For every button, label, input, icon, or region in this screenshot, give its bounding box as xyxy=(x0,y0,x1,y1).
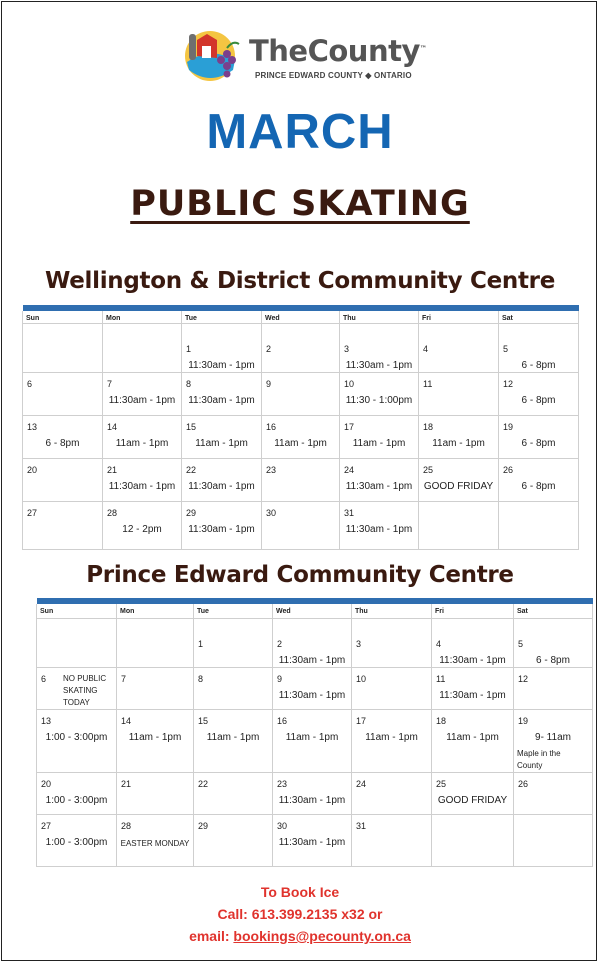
calendar-day-cell xyxy=(340,502,419,550)
weekday-header xyxy=(37,604,593,619)
calendar-week-row xyxy=(37,668,593,710)
calendar-day-cell xyxy=(37,773,117,815)
day-number: 26 xyxy=(518,779,529,789)
skating-time: 6 - 8pm xyxy=(536,655,570,666)
day-number: 7 xyxy=(107,379,113,389)
day-number: 31 xyxy=(344,508,355,518)
contact-email-link[interactable]: bookings@pecounty.on.ca xyxy=(233,928,411,944)
calendar-day-cell xyxy=(262,459,340,502)
day-note-line: Maple in the xyxy=(517,749,561,758)
calendar-day-cell xyxy=(182,502,262,550)
skating-time: 11:30am - 1pm xyxy=(278,795,346,806)
weekday-label: Sat xyxy=(514,604,593,619)
day-number: 29 xyxy=(198,821,209,831)
calendar-day-cell xyxy=(182,459,262,502)
day-number: 23 xyxy=(266,465,277,475)
calendar-day-cell xyxy=(117,815,194,867)
skating-time: 6 - 8pm xyxy=(521,360,556,371)
weekday-label: Tue xyxy=(182,311,262,324)
county-logo xyxy=(183,26,427,84)
calendar-day-cell xyxy=(194,815,273,867)
calendar-week-row xyxy=(23,324,579,373)
skating-time: 11:30am - 1pm xyxy=(188,524,255,535)
skating-time: 11am - 1pm xyxy=(285,732,339,743)
day-number: 24 xyxy=(356,779,367,789)
skating-time: 11am - 1pm xyxy=(432,438,485,449)
day-number: 25 xyxy=(423,465,434,475)
day-number: 28 xyxy=(107,508,118,518)
day-number: 6 xyxy=(27,379,33,389)
calendar-day-cell xyxy=(273,815,352,867)
skating-time: 6 - 8pm xyxy=(521,395,556,406)
day-note-line: TODAY xyxy=(63,698,90,707)
calendar-day-cell xyxy=(103,416,182,459)
county-emblem-icon xyxy=(183,26,243,84)
day-number: 2 xyxy=(277,639,283,649)
skating-time: 11am - 1pm xyxy=(446,732,499,743)
day-number: 29 xyxy=(186,508,197,518)
weekday-label: Sat xyxy=(499,311,579,324)
calendar-day-cell xyxy=(103,324,182,373)
day-number: 2 xyxy=(266,344,272,354)
calendar-day-cell xyxy=(419,324,499,373)
skating-time: 11:30am - 1pm xyxy=(188,360,255,371)
skating-time: 6 - 8pm xyxy=(521,438,556,449)
skating-time: 11:30am - 1pm xyxy=(345,524,413,535)
calendar-day-cell xyxy=(23,416,103,459)
skating-time: 6 - 8pm xyxy=(45,438,80,449)
skating-time: 11:30 - 1:00pm xyxy=(345,395,413,406)
calendar-day-cell xyxy=(419,502,499,550)
calendar-day-cell xyxy=(37,710,117,773)
calendar-wellington xyxy=(22,305,579,550)
calendar-day-cell xyxy=(273,668,352,710)
day-number: 13 xyxy=(41,716,52,726)
skating-time: 11am - 1pm xyxy=(274,438,327,449)
weekday-label: Mon xyxy=(103,311,182,324)
day-number: 30 xyxy=(266,508,277,518)
day-number: 23 xyxy=(277,779,288,789)
calendar-day-cell xyxy=(37,815,117,867)
skating-time: 11:30am - 1pm xyxy=(188,481,255,492)
calendar-day-cell xyxy=(499,416,579,459)
day-number: 30 xyxy=(277,821,288,831)
day-number: 6 xyxy=(41,674,47,684)
calendar-prince-edward xyxy=(36,598,593,867)
skating-time: 11:30am - 1pm xyxy=(188,395,255,406)
day-note-line: NO PUBLIC xyxy=(63,674,107,683)
skating-time: 1:00 - 3:00pm xyxy=(45,732,108,743)
calendar-day-cell xyxy=(23,373,103,416)
calendar-day-cell xyxy=(499,373,579,416)
calendar-day-cell xyxy=(514,619,593,668)
calendar-day-cell xyxy=(117,710,194,773)
skating-time: 11:30am - 1pm xyxy=(345,360,413,371)
calendar-day-cell xyxy=(262,416,340,459)
day-note xyxy=(63,673,106,709)
calendar-day-cell xyxy=(23,459,103,502)
calendar-day-cell xyxy=(499,502,579,550)
skating-time: 11:30am - 1pm xyxy=(439,690,506,701)
calendar-day-cell xyxy=(37,619,117,668)
calendar-day-cell xyxy=(262,324,340,373)
day-number: 15 xyxy=(186,422,197,432)
calendar-day-cell xyxy=(352,710,432,773)
weekday-header xyxy=(23,311,579,324)
day-number: 20 xyxy=(27,465,38,475)
calendar-day-cell xyxy=(194,710,273,773)
day-number: 31 xyxy=(356,821,367,831)
day-number: 10 xyxy=(344,379,355,389)
skating-time: 11:30am - 1pm xyxy=(439,655,506,666)
venue-title-prince-edward: Prince Edward Community Centre xyxy=(86,562,514,588)
weekday-label: Sun xyxy=(23,311,103,324)
calendar-day-cell xyxy=(273,773,352,815)
calendar-day-cell xyxy=(273,710,352,773)
calendar-week-row xyxy=(23,373,579,416)
day-number: 8 xyxy=(186,379,192,389)
day-number: 1 xyxy=(198,639,204,649)
skating-time: 11am - 1pm xyxy=(365,732,418,743)
weekday-label: Fri xyxy=(419,311,499,324)
skating-time: 11:30am - 1pm xyxy=(108,395,176,406)
weekday-label: Wed xyxy=(262,311,340,324)
day-number: 11 xyxy=(436,674,446,684)
skating-time: 11am - 1pm xyxy=(115,438,169,449)
calendar-day-cell xyxy=(352,668,432,710)
calendar-day-cell xyxy=(117,668,194,710)
calendar-day-cell xyxy=(194,773,273,815)
calendar-day-cell xyxy=(352,619,432,668)
day-number: 9 xyxy=(277,674,283,684)
day-number: 28 xyxy=(121,821,132,831)
day-number: 18 xyxy=(436,716,447,726)
page-heading: PUBLIC SKATING xyxy=(130,184,470,224)
day-number: 13 xyxy=(27,422,38,432)
day-number: 24 xyxy=(344,465,355,475)
calendar-day-cell xyxy=(340,459,419,502)
weekday-label: Thu xyxy=(352,604,432,619)
day-number: 14 xyxy=(121,716,132,726)
calendar-day-cell xyxy=(432,668,514,710)
day-number: 25 xyxy=(436,779,447,789)
calendar-day-cell xyxy=(419,459,499,502)
month-title: MARCH xyxy=(206,105,394,159)
day-number: 11 xyxy=(423,379,433,389)
day-number: 19 xyxy=(518,716,529,726)
calendar-day-cell xyxy=(103,373,182,416)
calendar-day-cell xyxy=(499,459,579,502)
day-number: 15 xyxy=(198,716,209,726)
day-number: 16 xyxy=(277,716,288,726)
day-number: 20 xyxy=(41,779,52,789)
skating-time: 12 - 2pm xyxy=(122,524,162,535)
day-number: 5 xyxy=(518,639,524,649)
skating-time: EASTER MONDAY xyxy=(120,839,190,848)
calendar-day-cell xyxy=(273,619,352,668)
calendar-day-cell xyxy=(182,416,262,459)
day-number: 5 xyxy=(503,344,509,354)
skating-time: 9- 11am xyxy=(535,732,571,743)
day-number: 10 xyxy=(356,674,367,684)
day-number: 3 xyxy=(356,639,362,649)
day-number: 7 xyxy=(121,674,127,684)
day-number: 22 xyxy=(198,779,209,789)
calendar-week-row xyxy=(23,459,579,502)
calendar-day-cell xyxy=(340,373,419,416)
skating-time: 11:30am - 1pm xyxy=(108,481,176,492)
day-number: 16 xyxy=(266,422,277,432)
calendar-day-cell xyxy=(182,373,262,416)
calendar-day-cell xyxy=(514,710,593,773)
skating-time: 11:30am - 1pm xyxy=(278,690,346,701)
calendar-day-cell xyxy=(352,773,432,815)
day-number: 22 xyxy=(186,465,197,475)
skating-time: 1:00 - 3:00pm xyxy=(45,837,108,848)
day-number: 17 xyxy=(344,422,355,432)
day-number: 27 xyxy=(41,821,52,831)
calendar-day-cell xyxy=(262,373,340,416)
calendar-day-cell xyxy=(117,773,194,815)
calendar-day-cell xyxy=(432,815,514,867)
skating-time: GOOD FRIDAY xyxy=(437,795,508,806)
contact-phone: Call: 613.399.2135 x32 or xyxy=(217,906,383,922)
calendar-day-cell xyxy=(182,324,262,373)
day-number: 9 xyxy=(266,379,272,389)
weekday-label: Wed xyxy=(273,604,352,619)
day-number: 17 xyxy=(356,716,367,726)
weekday-label: Thu xyxy=(340,311,419,324)
day-number: 26 xyxy=(503,465,514,475)
calendar-day-cell xyxy=(262,502,340,550)
calendar-week-row xyxy=(37,710,593,773)
skating-time: 11am - 1pm xyxy=(195,438,248,449)
calendar-week-row xyxy=(37,815,593,867)
calendar-day-cell xyxy=(23,502,103,550)
calendar-day-cell xyxy=(103,502,182,550)
day-number: 21 xyxy=(107,465,118,475)
skating-time: 6 - 8pm xyxy=(521,481,556,492)
day-number: 14 xyxy=(107,422,118,432)
day-number: 12 xyxy=(503,379,514,389)
calendar-day-cell xyxy=(514,815,593,867)
logo-title: TheCounty™ xyxy=(249,34,427,68)
day-number: 4 xyxy=(423,344,429,354)
skating-time: 11:30am - 1pm xyxy=(278,655,346,666)
calendar-day-cell xyxy=(514,773,593,815)
weekday-label: Fri xyxy=(432,604,514,619)
weekday-label: Mon xyxy=(117,604,194,619)
calendar-day-cell xyxy=(37,668,117,710)
skating-time: 11:30am - 1pm xyxy=(345,481,413,492)
calendar-day-cell xyxy=(432,619,514,668)
contact-heading: To Book Ice xyxy=(260,884,340,900)
venue-title-wellington: Wellington & District Community Centre xyxy=(44,268,556,294)
skating-time: 11am - 1pm xyxy=(128,732,182,743)
weekday-label: Sun xyxy=(37,604,117,619)
calendar-day-cell xyxy=(194,619,273,668)
day-number: 8 xyxy=(198,674,204,684)
calendar-day-cell xyxy=(419,416,499,459)
skating-time: 11am - 1pm xyxy=(352,438,406,449)
calendar-day-cell xyxy=(194,668,273,710)
calendar-day-cell xyxy=(352,815,432,867)
calendar-day-cell xyxy=(340,324,419,373)
day-number: 18 xyxy=(423,422,434,432)
contact-email-line xyxy=(0,928,600,944)
day-number: 21 xyxy=(121,779,132,789)
calendar-week-row xyxy=(37,619,593,668)
contact-email-label: email: xyxy=(189,928,234,944)
day-number: 19 xyxy=(503,422,514,432)
weekday-label: Tue xyxy=(194,604,273,619)
calendar-day-cell xyxy=(340,416,419,459)
logo-subtitle: PRINCE EDWARD COUNTY ◆ ONTARIO xyxy=(255,71,412,80)
calendar-day-cell xyxy=(432,710,514,773)
day-note-line: SKATING xyxy=(63,686,98,695)
day-number: 3 xyxy=(344,344,350,354)
calendar-week-row xyxy=(37,773,593,815)
day-number: 27 xyxy=(27,508,38,518)
day-number: 4 xyxy=(436,639,442,649)
calendar-week-row xyxy=(23,416,579,459)
day-number: 12 xyxy=(518,674,529,684)
calendar-day-cell xyxy=(117,619,194,668)
skating-time: 11am - 1pm xyxy=(206,732,260,743)
day-note-line: County xyxy=(517,761,543,770)
calendar-day-cell xyxy=(514,668,593,710)
calendar-day-cell xyxy=(23,324,103,373)
calendar-day-cell xyxy=(499,324,579,373)
calendar-day-cell xyxy=(419,373,499,416)
calendar-day-cell xyxy=(432,773,514,815)
skating-time: 11:30am - 1pm xyxy=(278,837,346,848)
calendar-week-row xyxy=(23,502,579,550)
calendar-day-cell xyxy=(103,459,182,502)
day-number: 1 xyxy=(186,344,192,354)
skating-time: GOOD FRIDAY xyxy=(423,481,494,492)
day-note xyxy=(517,748,561,772)
skating-time: 1:00 - 3:00pm xyxy=(45,795,108,806)
